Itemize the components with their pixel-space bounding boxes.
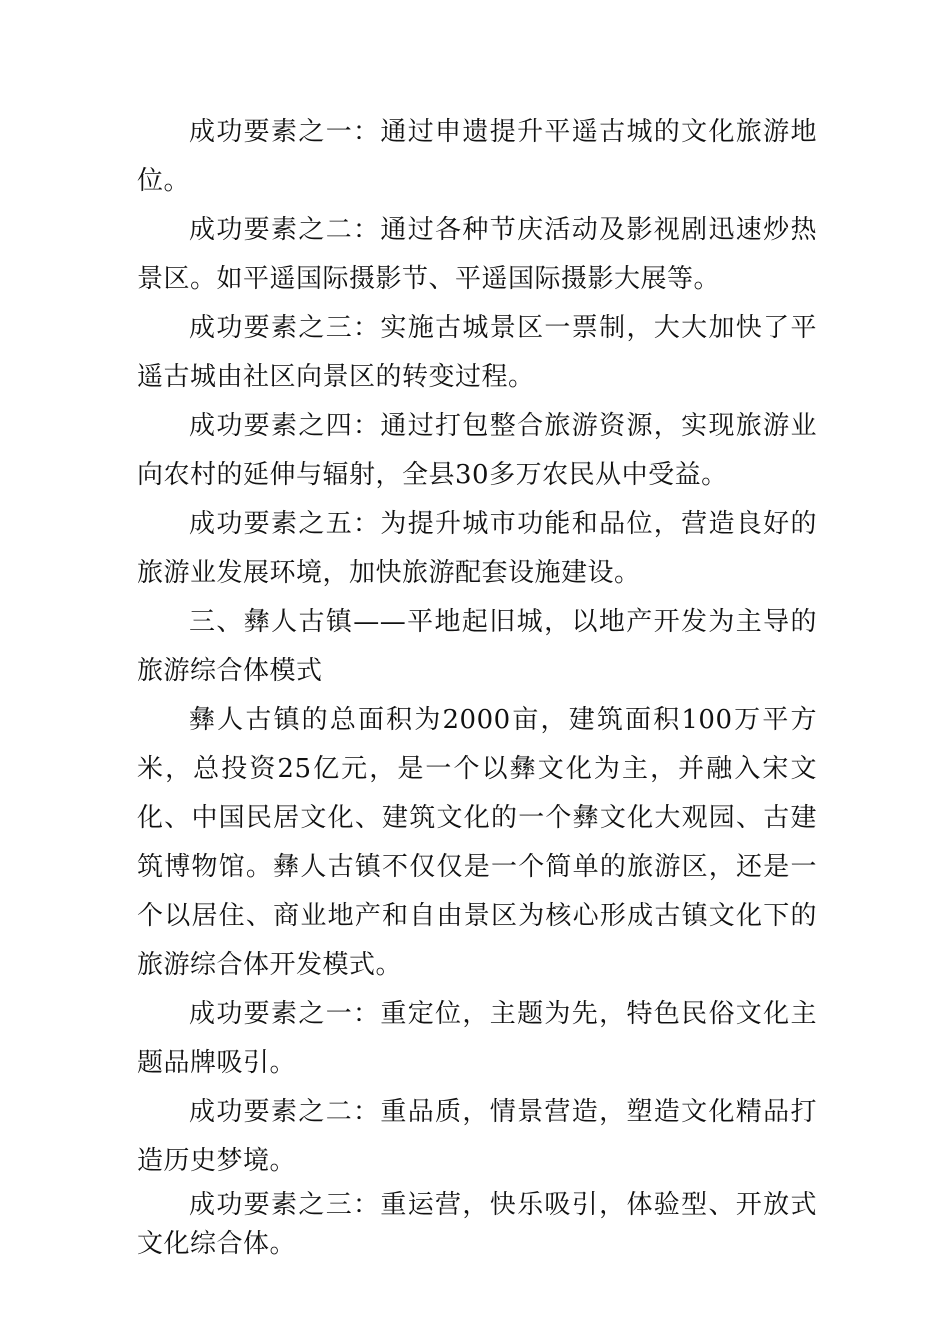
- document-page: [137, 108, 817, 1264]
- paragraph-success-factor-2: 成功要素之二：通过各种节庆活动及影视剧迅速炒热景区。如平遥国际摄影节、平遥国际摄影大展等。: [137, 215, 817, 294]
- paragraph-success-factor-4: 成功要素之四：通过打包整合旅游资源，实现旅游业向农村的延伸与辐射，全县30多万农民从中受益。: [137, 411, 817, 490]
- paragraph-success-factor-5: 成功要素之五：为提升城市功能和品位，营造良好的旅游业发展环境，加快旅游配套设施建设。: [137, 509, 817, 588]
- paragraph-success-factor-3: 成功要素之三：实施古城景区一票制，大大加快了平遥古城由社区向景区的转变过程。: [137, 313, 817, 392]
- paragraph-yiren-factor-1: 成功要素之一：重定位，主题为先，特色民俗文化主题品牌吸引。: [137, 999, 817, 1078]
- paragraph-success-factor-1: 成功要素之一：通过申遗提升平遥古城的文化旅游地位。: [137, 117, 817, 196]
- paragraph-yiren-town-overview: 彝人古镇的总面积为2000亩，建筑面积100万平方米，总投资25亿元，是一个以彝文化为主，并融入宋文化、中国民居文化、建筑文化的一个彝文化大观园、古建筑博物馆。彝人古镇不仅仅是一个简单的旅游区，还是一个以居住、商业地产和自由景区为核心形成古镇文化下的旅游综合体开发模式。: [137, 705, 817, 980]
- paragraph-yiren-factor-2: 成功要素之二：重品质，情景营造，塑造文化精品打造历史梦境。: [137, 1097, 817, 1176]
- paragraph-yiren-factor-3: 成功要素之三：重运营，快乐吸引，体验型、开放式文化综合体。: [137, 1190, 817, 1259]
- section-heading-yiren-town: 三、彝人古镇——平地起旧城，以地产开发为主导的旅游综合体模式: [137, 607, 817, 686]
